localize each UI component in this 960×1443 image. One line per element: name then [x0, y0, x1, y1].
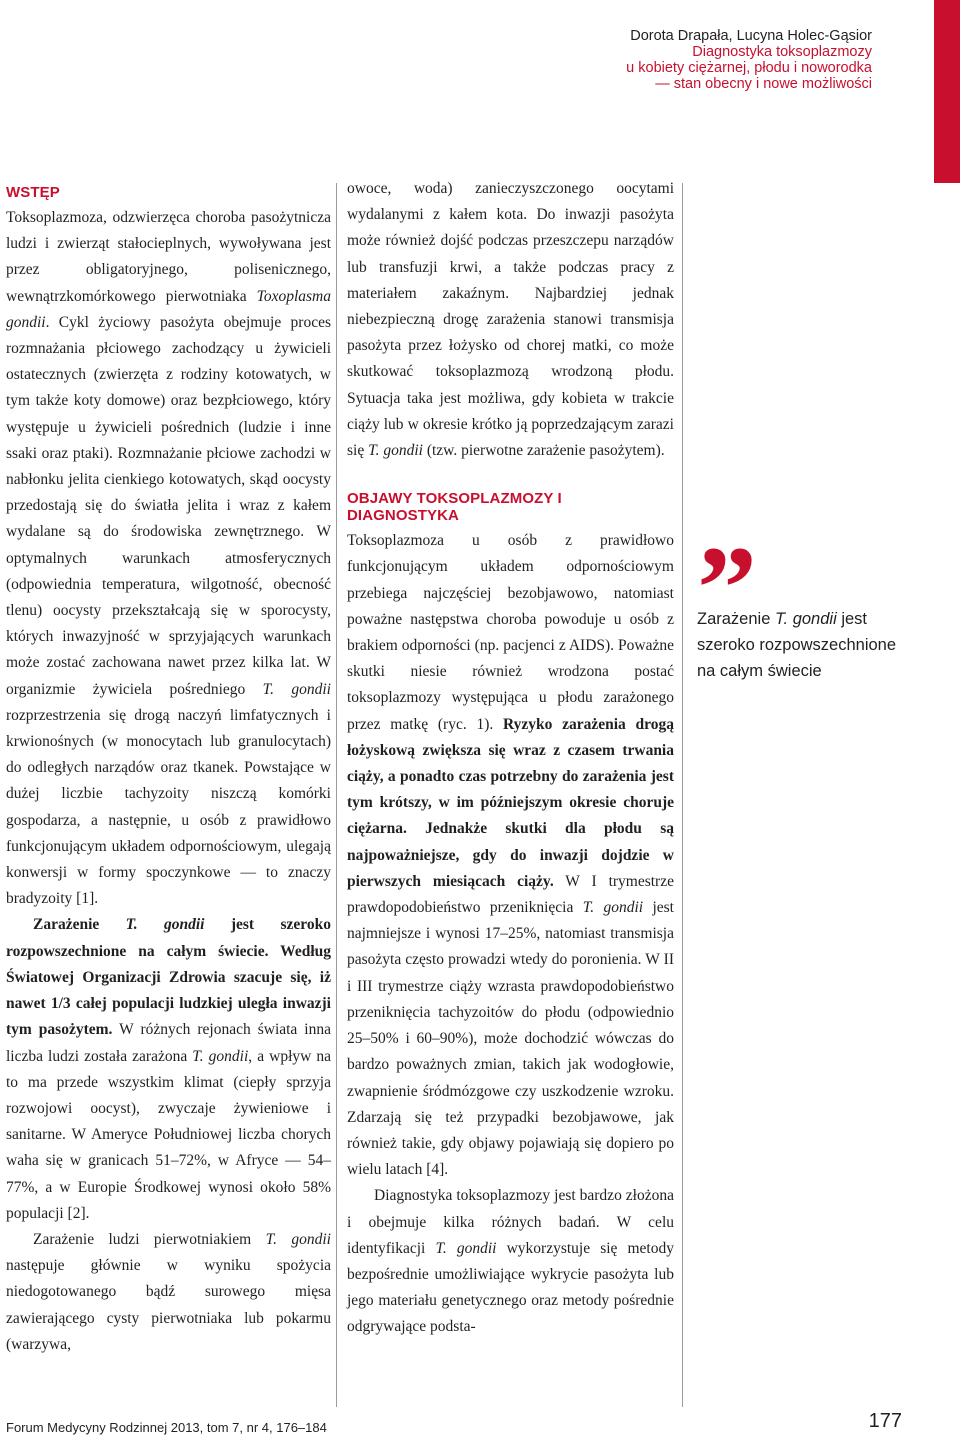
- paragraph: owoce, woda) zanieczyszczonego oocytami wydalanymi z kałem kota. Do inwazji pasożyta może również dojść podczas przeszczepu narządów lub transfuzji krwi, a także podczas pracy z materiałem zakaźnym. Najbardziej jednak niebezpieczną drogę zarażenia stanowi transmisja pasożyta przez łożysko od chorej matki, co może skutkować toksoplazmozą wrodzoną płodu. Sytuacja taka jest możliwa, gdy kobieta w trakcie ciąży lub w okresie krótko ją poprzedzającym zarazi się T. gondii (tzw. pierwotne zarażenie pasożytem).: [347, 180, 674, 460]
- paragraph: Toksoplazmoza, odzwierzęca choroba pasożytnicza ludzi i zwierząt stałocieplnych, wywoływana jest przez obligatoryjnego, polisenicznego, wewnątrzkomórkowego pierwotniaka Toxoplasma gondii. Cykl życiowy pasożyta obejmuje proces rozmnażania płciowego zachodzący u żywicieli ostatecznych (zwierzęta z rodziny kotowatych, w tym także koty domowe) oraz bezpłciowego, który występuje u żywicieli pośrednich (ludzie i inne ssaki oraz ptaki). Rozmnażanie płciowe zachodzi w nabłonku jelita cienkiego kotowatych, skąd oocysty przedostają się do światła jelita i wraz z kałem wydalane są do środowiska zewnętrznego. W optymalnych warunkach atmosferycznych (odpowiednia temperatura, wilgotność, obecność tlenu) oocysty przekształcają się w sporocysty, których inwazyjność w sprzyjających warunkach może zostać zachowana nawet przez kilka lat. W organizmie żywiciela pośredniego T. gondii rozprzestrzenia się drogą naczyń limfatycznych i krwionośnych (w monocytach lub granulocytach) do odległych narządów oraz tkanek. Powstające w dużej liczbie tachyzoity niszczą komórki gospodarza, a następnie, u osób z prawidłowo funkcjonującym układem odpornościowym, ulegają konwersji w formy spoczynkowe — to znaczy bradyzoity [1].: [6, 209, 331, 908]
- pull-quote-text: Zarażenie T. gondii jest szeroko rozpowszechnione na całym świecie: [697, 610, 897, 680]
- column-divider: [336, 183, 337, 1407]
- middle-column: [347, 176, 674, 1341]
- paragraph: Zarażenie T. gondii jest szeroko rozpowszechnione na całym świecie. Według Światowej Organizacji Zdrowia szacuje się, iż nawet 1/3 całej populacji ludzkiej uległa inwazji tym pasożytem. W różnych rejonach świata inna liczba ludzi została zarażona T. gondii, a wpływ na to ma przede wszystkim klimat (ciepły sprzyja rozwojowi oocyst), zwyczaje żywieniowe i sanitarne. W Ameryce Południowej liczba chorych waha się w granicach 51–72%, w Afryce — 54–77%, a w Europie Środkowej wynosi około 58% populacji [2].: [6, 916, 332, 1222]
- paragraph: Toksoplazmoza u osób z prawidłowo funkcjonującym układem odpornościowym przebiega najczęściej bezobjawowo, natomiast poważne następstwa choroba powoduje u osób z brakiem odporności (np. pacjenci z AIDS). Poważne skutki niesie również wrodzona postać toksoplazmozy występująca u płodu zarażonego przez matkę (ryc. 1). Ryzyko zarażenia drogą łożyskową zwiększa się wraz z czasem trwania ciąży, a ponadto czas potrzebny do zarażenia jest tym krótszy, w im późniejszym okresie choruje ciężarna. Jednakże skutki dla płodu są najpoważniejsze, gdy do inwazji dojdzie w pierwszych miesiącach ciąży. W I trymestrze prawdopodobieństwo przeniknięcia T. gondii jest najmniejsze i wynosi 17–25%, natomiast transmisja pasożyta często prowadzi wtedy do poronienia. W II i III trymestrze ciąży wzrasta prawdopodobieństwo przeniknięcia tachyzoitów do płodu (odpowiednio 25–50% i 60–90%), może dochodzić wówczas do bardzo poważnych zmian, takich jak wodogłowie, zwapnienie śródmózgowe czy uszkodzenie wzroku. Zdarzają się też przypadki bezobjawowe, jak również takie, gdy objawy pojawiają się dopiero po wielu latach [4].: [347, 532, 674, 1179]
- pull-quote: [697, 548, 917, 684]
- header-authors: Dorota Drapała, Lucyna Holec-Gąsior: [630, 28, 872, 44]
- header-accent-bar: [934, 0, 960, 183]
- header-title-line-1: Diagnostyka toksoplazmozy: [692, 44, 872, 60]
- running-header: [626, 28, 872, 92]
- header-title-line-3: — stan obecny i nowe możliwości: [655, 76, 872, 92]
- header-title-line-2: u kobiety ciężarnej, płodu i noworodka: [626, 60, 872, 76]
- column-divider: [682, 183, 683, 1407]
- section-heading-symptoms: OBJAWY TOKSOPLAZMOZY I DIAGNOSTYKA: [347, 490, 562, 525]
- paragraph: Diagnostyka toksoplazmozy jest bardzo złożona i obejmuje kilka różnych badań. W celu identyfikacji T. gondii wykorzystuje się metody bezpośrednie umożliwiające wykrycie pasożyta lub jego materiału genetycznego oraz metody pośrednie odgrywające podsta-: [347, 1187, 674, 1336]
- quote-mark-icon: [697, 548, 917, 606]
- paragraph: Zarażenie ludzi pierwotniakiem T. gondii następuje głównie w wyniku spożycia niedogotowanego bądź surowego mięsa zawierającego cysty pierwotniaka lub pokarmu (warzywa,: [6, 1230, 331, 1353]
- page-number: 177: [868, 1410, 902, 1432]
- section-heading-intro: WSTĘP: [6, 184, 60, 201]
- journal-citation: Forum Medycyny Rodzinnej 2013, tom 7, nr 4, 176–184: [6, 1420, 327, 1435]
- left-column: [6, 176, 331, 1358]
